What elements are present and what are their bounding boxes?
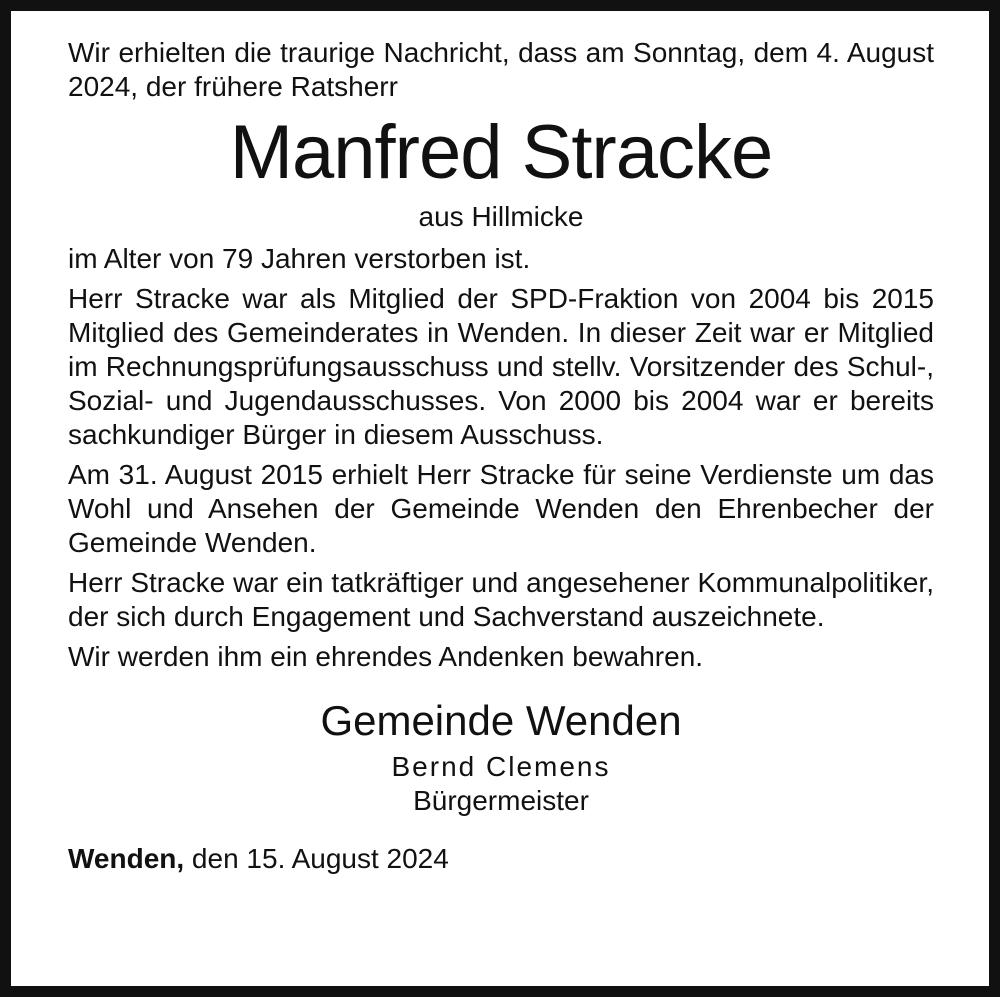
signer-title: Bürgermeister <box>413 785 589 816</box>
paragraph-career: Herr Stracke war als Mitglied der SPD-Fraktion von 2004 bis 2015 Mitglied des Gemeinderates in Wenden. In dieser Zeit war er Mitglied im Rechnungsprüfungsausschuss und stellv. Vorsitzender des Schul-, Sozial- und Jugendausschusses. Von 2000 bis 2004 war er bereits sachkundiger Bürger in diesem Ausschuss. <box>68 283 934 450</box>
intro-text: Wir erhielten die traurige Nachricht, dass am Sonntag, dem 4. August 2024, der frühere Ratsherr <box>68 37 934 102</box>
origin-text: aus Hillmicke <box>418 201 584 232</box>
age-text: im Alter von 79 Jahren verstorben ist. <box>68 243 531 274</box>
organization-name: Gemeinde Wenden <box>320 697 682 744</box>
paragraph-award: Am 31. August 2015 erhielt Herr Stracke für seine Verdienste um das Wohl und Ansehen der Gemeinde Wenden den Ehrenbecher der Gemeinde Wenden. <box>68 459 934 558</box>
place-name: Wenden, <box>68 843 185 874</box>
deceased-name: Manfred Stracke <box>229 110 773 195</box>
obituary-notice <box>68 36 934 904</box>
signer-name: Bernd Clemens <box>391 751 611 782</box>
place-date-line <box>68 842 934 876</box>
date-text: den 15. August 2024 <box>184 843 449 874</box>
paragraph-tribute: Herr Stracke war ein tatkräftiger und angesehener Kommunalpolitiker, der sich durch Engagement und Sachverstand auszeichnete. <box>68 567 934 632</box>
paragraph-remembrance: Wir werden ihm ein ehrendes Andenken bewahren. <box>68 641 704 672</box>
